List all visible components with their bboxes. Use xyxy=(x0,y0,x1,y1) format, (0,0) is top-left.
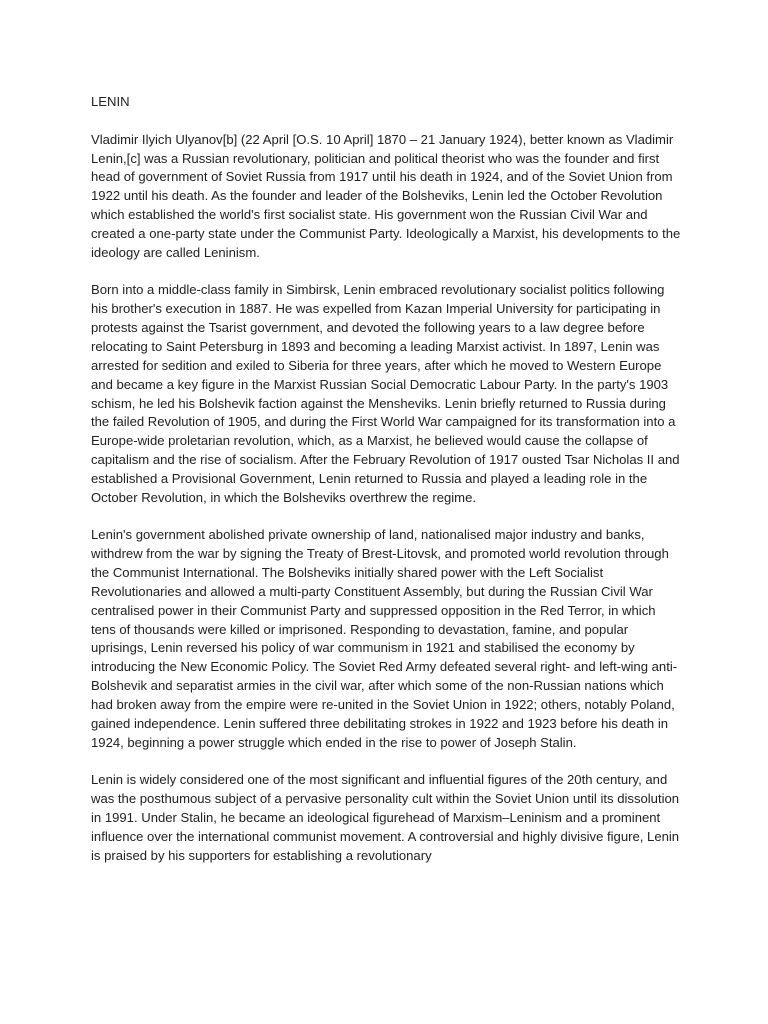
paragraph-early-life: Born into a middle-class family in Simbirsk, Lenin embraced revolutionary socialist politics following his brother's execution in 1887. He was expelled from Kazan Imperial University for participating in protests against the Tsarist government, and devoted the following years to a law degree before relocating to Saint Petersburg in 1893 and becoming a leading Marxist activist. In 1897, Lenin was arrested for sedition and exiled to Siberia for three years, after which he moved to Western Europe and became a key figure in the Marxist Russian Social Democratic Labour Party. In the party's 1903 schism, he led his Bolshevik faction against the Mensheviks. Lenin briefly returned to Russia during the failed Revolution of 1905, and during the First World War campaigned for its transformation into a Europe-wide proletarian revolution, which, as a Marxist, he believed would cause the collapse of capitalism and the rise of socialism. After the February Revolution of 1917 ousted Tsar Nicholas II and established a Provisional Government, Lenin returned to Russia and played a leading role in the October Revolution, in which the Bolsheviks overthrew the regime. xyxy=(91,282,680,505)
paragraph-government: Lenin's government abolished private ownership of land, nationalised major industry and banks, withdrew from the war by signing the Treaty of Brest-Litovsk, and promoted world revolution through the Communist International. The Bolsheviks initially shared power with the Left Socialist Revolutionaries and allowed a multi-party Constituent Assembly, but during the Russian Civil War centralised power in their Communist Party and suppressed opposition in the Red Terror, in which tens of thousands were killed or imprisoned. Responding to devastation, famine, and popular uprisings, Lenin reversed his policy of war communism in 1921 and stabilised the economy by introducing the New Economic Policy. The Soviet Red Army defeated several right- and left-wing anti-Bolshevik and separatist armies in the civil war, after which some of the non-Russian nations which had broken away from the empire were re-united in the Soviet Union in 1922; others, notably Poland, gained independence. Lenin suffered three debilitating strokes in 1922 and 1923 before his death in 1924, beginning a power struggle which ended in the rise to power of Joseph Stalin. xyxy=(91,527,678,750)
document-title: LENIN xyxy=(91,94,130,109)
paragraph-legacy: Lenin is widely considered one of the most significant and influential figures of the 20th century, and was the posthumous subject of a pervasive personality cult within the Soviet Union until its dissolution in 1991. Under Stalin, he became an ideological figurehead of Marxism–Leninism and a prominent influence over the international communist movement. A controversial and highly divisive figure, Lenin is praised by his supporters for establishing a revolutionary xyxy=(91,772,680,863)
paragraph-intro: Vladimir Ilyich Ulyanov[b] (22 April [O.S. 10 April] 1870 – 21 January 1924), better known as Vladimir Lenin,[c] was a Russian revolutionary, politician and political theorist who was the founder and first head of government of Soviet Russia from 1917 until his death in 1924, and of the Soviet Union from 1922 until his death. As the founder and leader of the Bolsheviks, Lenin led the October Revolution which established the world's first socialist state. His government won the Russian Civil War and created a one-party state under the Communist Party. Ideologically a Marxist, his developments to the ideology are called Leninism. xyxy=(91,131,681,260)
